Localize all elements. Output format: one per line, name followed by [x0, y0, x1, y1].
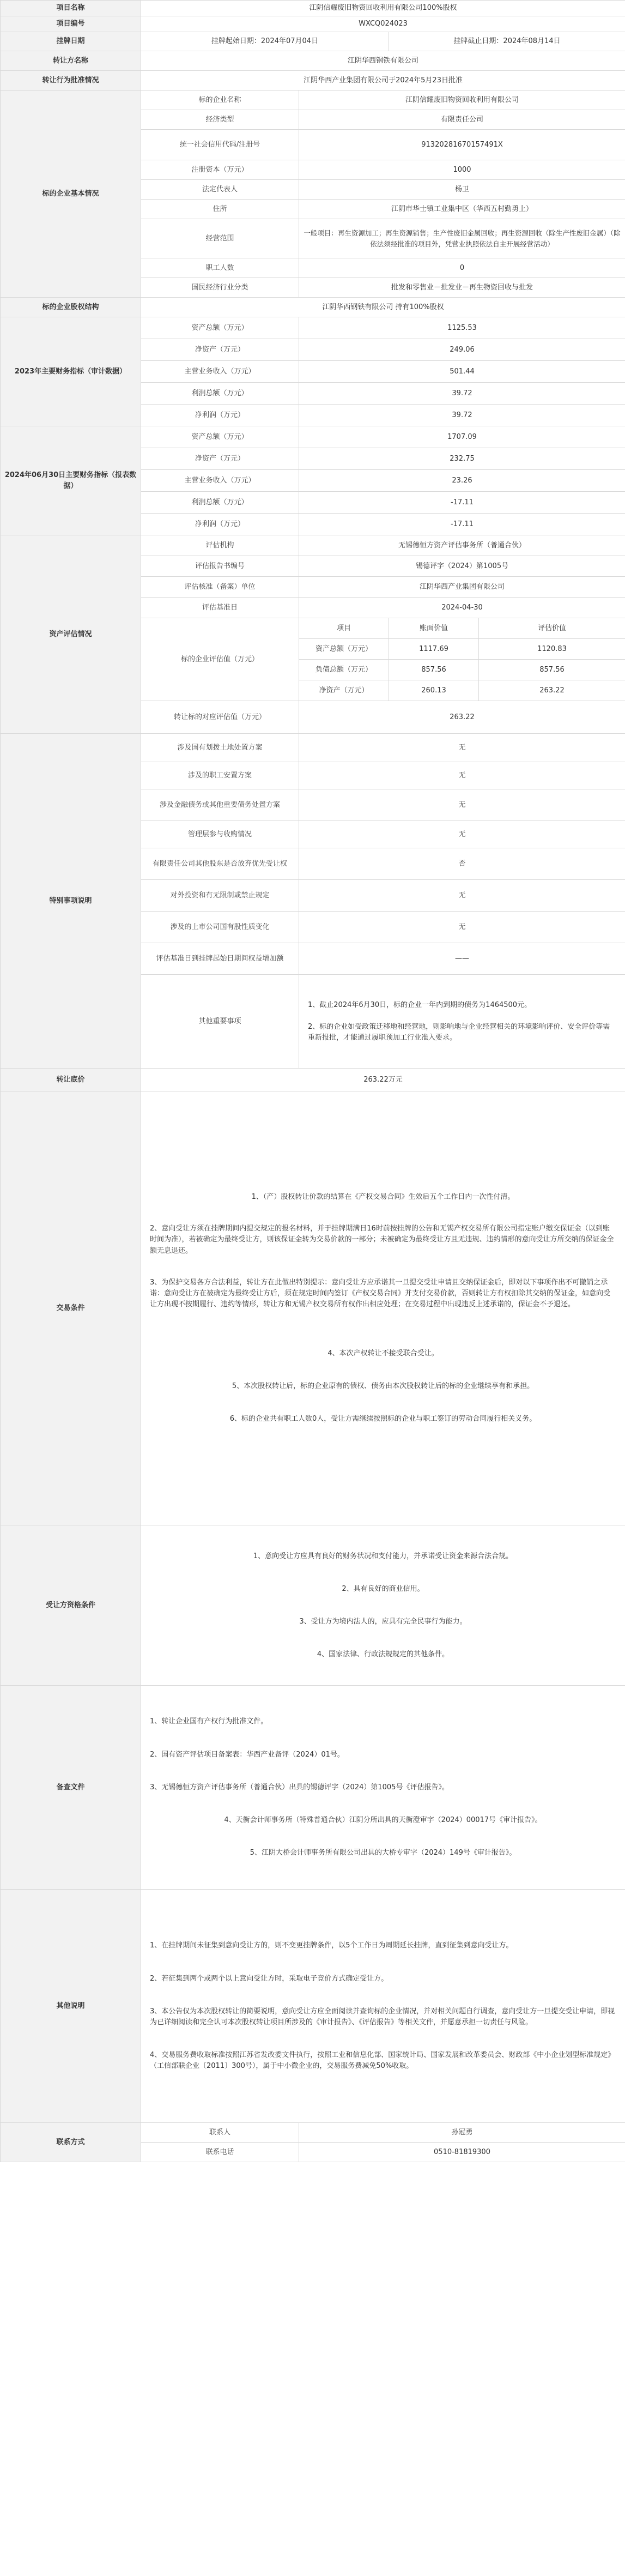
valuation-field-label: 评估核准（备案）单位	[141, 577, 299, 598]
fin-field-value: 1707.09	[299, 426, 625, 448]
row-approval	[1, 71, 625, 91]
valuation-head-cell: 评估价值	[479, 618, 625, 639]
special-field-value: 无	[299, 912, 625, 943]
row-val-agency	[1, 535, 625, 556]
contact-person-label: 联系人	[141, 2123, 299, 2143]
target-field-value: 有限责任公司	[299, 110, 625, 130]
valuation-field-value: 锡德评字（2024）第1005号	[299, 556, 625, 577]
buyer-item: 3、受让方为境内法人的，应具有完全民事行为能力。	[299, 1617, 467, 1626]
contact-phone-label: 联系电话	[141, 2143, 299, 2162]
special-field-value: 无	[299, 789, 625, 821]
target-basic-label: 标的企业基本情况	[1, 91, 141, 298]
special-field-label: 对外投资和有无限制或禁止规定	[141, 880, 299, 912]
special-field-label: 评估基准日到挂牌起始日期间权益增加额	[141, 943, 299, 975]
buyer-content	[141, 1525, 625, 1686]
special-field-value: 无	[299, 734, 625, 762]
condition-item: 1、（产）股权转让价款的结算在《产权交易合同》生效后五个工作日内一次性付清。	[251, 1193, 515, 1202]
filing-item: 3、无锡德恒方资产评估事务所（普通合伙）出具的锡德评字（2024）第1005号《评估报告》。	[150, 1783, 449, 1791]
fin-2023-label: 2023年主要财务指标（审计数据）	[1, 317, 141, 426]
target-field-label: 经济类型	[141, 110, 299, 130]
fin-field-value: 1125.53	[299, 317, 625, 339]
approval-value: 江阴华西产业集团有限公司于2024年5月23日批准	[141, 71, 625, 91]
row-project-code	[1, 16, 625, 32]
fin-field-label: 资产总额（万元）	[141, 426, 299, 448]
special-field-value: ——	[299, 943, 625, 975]
fin-field-label: 主营业务收入（万元）	[141, 470, 299, 492]
project-name: 江阴信耀废旧物资回收利用有限公司100%股权	[141, 1, 625, 16]
other-note-item: 2、若征集到两个或两个以上意向受让方时，采取电子竞价方式确定受让方。	[150, 1974, 389, 1983]
valuation-field-label: 评估机构	[141, 535, 299, 556]
row-transferor	[1, 51, 625, 71]
listing-end: 挂牌截止日期：2024年08月14日	[389, 32, 625, 51]
target-field-value: 江阴市华士镇工业集中区（华西五村勤勇上）	[299, 200, 625, 219]
filing-item: 2、国有资产评估项目备案表：华西产业备评（2024）01号。	[150, 1750, 344, 1759]
valuation-cell: 260.13	[389, 680, 479, 701]
ownership-value: 江阴华西钢铁有限公司 持有100%股权	[141, 298, 625, 317]
fin-field-label: 净利润（万元）	[141, 514, 299, 535]
fin-field-label: 资产总额（万元）	[141, 317, 299, 339]
condition-item: 6、标的企业共有职工人数0人，受让方需继续按照标的企业与职工签订的劳动合同履行相关义务。	[229, 1415, 537, 1423]
fin-field-value: 23.26	[299, 470, 625, 492]
valuation-cell: 净资产（万元）	[299, 680, 389, 701]
contact-phone-value[interactable]: 0510-81819300	[299, 2143, 625, 2162]
valuation-head-cell: 账面价值	[389, 618, 479, 639]
fin-field-label: 主营业务收入（万元）	[141, 361, 299, 383]
fin-field-value: -17.11	[299, 492, 625, 514]
conditions-content	[141, 1091, 625, 1525]
other-note-item: 3、本公告仅为本次股权转让的简要说明，意向受让方应全面阅读并查询标的企业情况，并对相关问题自行调查，意向受让方一旦提交受让申请，即视为已详细阅读和完全认可本次股权转让项目所涉及的《审计报告》、《评估报告》等相关文件，并愿意承担一切责任与风险。	[150, 2007, 615, 2026]
target-field-value: 1000	[299, 160, 625, 180]
row-project-name	[1, 1, 625, 16]
filing-content	[141, 1686, 625, 1890]
listing-start: 挂牌起始日期：2024年07月04日	[141, 32, 389, 51]
row-filing	[1, 1686, 625, 1890]
valuation-field-value: 无锡德恒方资产评估事务所（普通合伙）	[299, 535, 625, 556]
row-buyer	[1, 1525, 625, 1686]
project-name-label: 项目名称	[1, 1, 141, 16]
special-field-label: 涉及的职工安置方案	[141, 762, 299, 789]
valuation-label: 资产评估情况	[1, 535, 141, 734]
row-special	[1, 734, 625, 762]
fin-field-value: 249.06	[299, 339, 625, 361]
fin-field-label: 净利润（万元）	[141, 405, 299, 426]
price-label: 转让底价	[1, 1069, 141, 1091]
condition-item: 3、为保护交易各方合法利益，转让方在此做出特别提示：意向受让方应承诺其一旦提交受让申请且交纳保证金后，即对以下事项作出不可撤销之承诺：意向受让方在被确定为最终受让方后，须在规定时间内签订《产权交易合同》并支付交易价款，否则转让方有权扣除其交纳的保证金，如意向受让方出现不按期履行、违约等情形，转让方和无锡产权交易所有权作出相应处理；在交易过程中出现违反上述承诺的，保证金不予退还。	[150, 1278, 611, 1308]
target-field-label: 住所	[141, 200, 299, 219]
special-other-item: 2、标的企业如受政策迁移地和经营地，则影响地与企业经营相关的环境影响评价、安全评价等需重新报批，才能通过履职预加工行业准入要求。	[308, 1022, 610, 1042]
contact-person-value: 孙冠勇	[299, 2123, 625, 2143]
fin-field-value: 39.72	[299, 383, 625, 405]
valuation-field-value: 江阴华西产业集团有限公司	[299, 577, 625, 598]
buyer-item: 2、具有良好的商业信用。	[342, 1584, 424, 1593]
row-fin2023	[1, 317, 625, 339]
fin-field-value: -17.11	[299, 514, 625, 535]
target-field-label: 经营范围	[141, 219, 299, 258]
valuation-cell: 负债总额（万元）	[299, 660, 389, 680]
row-fin2024	[1, 426, 625, 448]
valuation-field-label: 评估基准日	[141, 598, 299, 618]
condition-item: 2、意向受让方须在挂牌期间内提交规定的报名材料，并于挂牌期满日16时前按挂牌的公告和无锡产权交易所有限公司指定账户缴交保证金（以到账时间为准），若被确定为最终受让方，则该保证金转为交易价款的一部分；未被确定为最终受让方且无违规、违约情形的意向受让方所交纳的保证金全额无息退还。	[150, 1224, 614, 1255]
project-code: WXCQ024023	[141, 16, 625, 32]
valuation-table-label: 标的企业评估值（万元）	[141, 618, 299, 701]
condition-item: 4、本次产权转让不接受联合受让。	[327, 1349, 439, 1358]
other-note-item: 1、在挂牌期间未征集到意向受让方的，则不变更挂牌条件，以5个工作日为周期延长挂牌，直到征集到意向受让方。	[150, 1941, 513, 1950]
fin-field-value: 501.44	[299, 361, 625, 383]
row-ownership	[1, 298, 625, 317]
special-other-content	[299, 975, 625, 1069]
special-other-label: 其他重要事项	[141, 975, 299, 1069]
valuation-field-value: 2024-04-30	[299, 598, 625, 618]
target-field-label: 注册资本（万元）	[141, 160, 299, 180]
valuation-head-cell: 项目	[299, 618, 389, 639]
target-field-value: 江阴信耀废旧物资回收利用有限公司	[299, 91, 625, 110]
valuation-cell: 1120.83	[479, 639, 625, 660]
fin-field-label: 利润总额（万元）	[141, 492, 299, 514]
special-field-value: 无	[299, 880, 625, 912]
fin-2024-label: 2024年06月30日主要财务指标（报表数据）	[1, 426, 141, 535]
special-field-label: 涉及国有划拨土地处置方案	[141, 734, 299, 762]
project-code-label: 项目编号	[1, 16, 141, 32]
transferor-label: 转让方名称	[1, 51, 141, 71]
fin-field-label: 净资产（万元）	[141, 339, 299, 361]
contact-label: 联系方式	[1, 2123, 141, 2162]
filing-item: 1、转让企业国有产权行为批准文件。	[150, 1717, 268, 1726]
other-note-item: 4、交易服务费收取标准按照江苏省发改委文件执行，按照工业和信息化部、国家统计局、国家发展和改革委员会、财政部《中小企业划型标准规定》（工信部联企业〔2011〕300号），属于中小微企业的，交易服务费减免50%收取。	[150, 2050, 615, 2071]
special-field-label: 管理层参与收购情况	[141, 821, 299, 848]
ownership-label: 标的企业股权结构	[1, 298, 141, 317]
target-field-value: 0	[299, 258, 625, 278]
fin-field-value: 232.75	[299, 448, 625, 470]
valuation-field-label: 评估报告书编号	[141, 556, 299, 577]
listing-date-label: 挂牌日期	[1, 32, 141, 51]
valuation-cell: 资产总额（万元）	[299, 639, 389, 660]
valuation-field-label: 转让标的对应评估值（万元）	[141, 701, 299, 734]
valuation-field-value: 263.22	[299, 701, 625, 734]
row-target-name	[1, 91, 625, 110]
target-field-label: 统一社会信用代码/注册号	[141, 130, 299, 160]
other-notes-label: 其他说明	[1, 1890, 141, 2123]
valuation-cell: 263.22	[479, 680, 625, 701]
target-field-value: 批发和零售业－批发业－再生物资回收与批发	[299, 278, 625, 298]
valuation-cell: 857.56	[479, 660, 625, 680]
filing-item: 5、江阴大桥会计师事务所有限公司出具的大桥专审字（2024）149号《审计报告》。	[250, 1848, 517, 1857]
target-field-label: 国民经济行业分类	[141, 278, 299, 298]
conditions-label: 交易条件	[1, 1091, 141, 1525]
special-field-label: 有限责任公司其他股东是否放弃优先受让权	[141, 848, 299, 880]
valuation-cell: 1117.69	[389, 639, 479, 660]
valuation-cell: 857.56	[389, 660, 479, 680]
fin-field-value: 39.72	[299, 405, 625, 426]
filing-label: 备查文件	[1, 1686, 141, 1890]
special-other-item: 1、截止2024年6月30日，标的企业一年内到期的债务为1464500元。	[308, 1000, 532, 1009]
target-field-value: 91320281670157491X	[299, 130, 625, 160]
approval-label: 转让行为批准情况	[1, 71, 141, 91]
target-field-label: 职工人数	[141, 258, 299, 278]
row-conditions	[1, 1091, 625, 1525]
condition-item: 5、本次股权转让后，标的企业原有的债权、债务由本次股权转让后的标的企业继续享有和承担。	[232, 1382, 535, 1391]
special-field-value: 无	[299, 821, 625, 848]
price-value: 263.22万元	[141, 1069, 625, 1091]
row-price	[1, 1069, 625, 1091]
special-field-label: 涉及金融债务或其他重要债务处置方案	[141, 789, 299, 821]
buyer-label: 受让方资格条件	[1, 1525, 141, 1686]
special-field-value: 无	[299, 762, 625, 789]
filing-item: 4、天衡会计师事务所（特殊普通合伙）江阴分所出具的天衡澄审字（2024）00017号《审计报告》。	[224, 1815, 542, 1824]
transferor-name: 江阴华西钢铁有限公司	[141, 51, 625, 71]
target-field-label: 标的企业名称	[141, 91, 299, 110]
target-field-value: 杨卫	[299, 180, 625, 200]
fin-field-label: 利润总额（万元）	[141, 383, 299, 405]
target-field-label: 法定代表人	[141, 180, 299, 200]
special-field-label: 涉及的上市公司国有股性质变化	[141, 912, 299, 943]
fin-field-label: 净资产（万元）	[141, 448, 299, 470]
special-label: 特别事项说明	[1, 734, 141, 1069]
target-field-value: 一般项目：再生资源加工；再生资源销售；生产性废旧金属回收；再生资源回收（除生产性废旧金属）（除依法须经批准的项目外，凭营业执照依法自主开展经营活动）	[299, 219, 625, 258]
special-field-value: 否	[299, 848, 625, 880]
other-notes-content	[141, 1890, 625, 2123]
buyer-item: 1、意向受让方应具有良好的财务状况和支付能力，并承诺受让资金来源合法合规。	[253, 1552, 513, 1560]
row-other-notes	[1, 1890, 625, 2123]
row-listing-date	[1, 32, 625, 51]
row-contact-person	[1, 2123, 625, 2143]
buyer-item: 4、国家法律、行政法规规定的其他条件。	[317, 1650, 450, 1658]
